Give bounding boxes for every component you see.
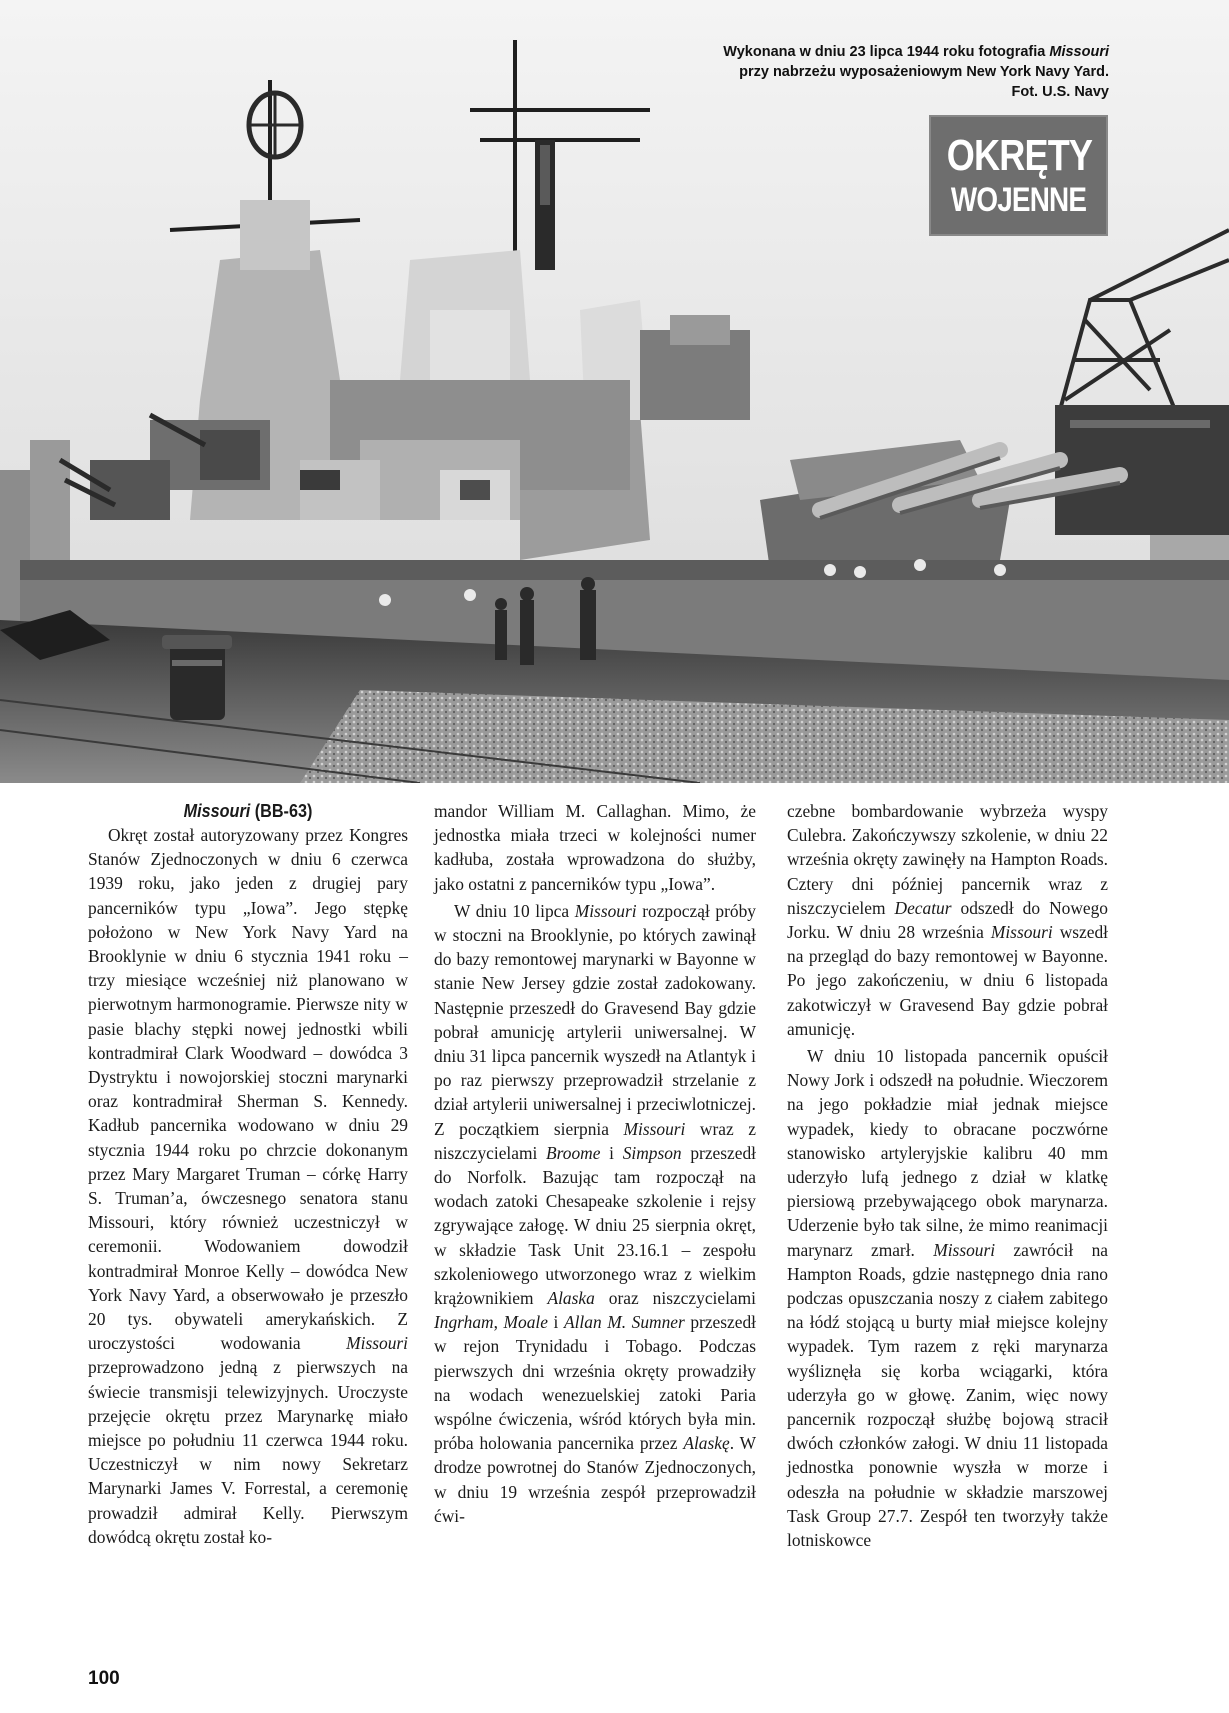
caption-credit: Fot. U.S. Navy	[1011, 84, 1109, 100]
paragraph: W dniu 10 lipca Missouri rozpoczął próby w stoczni na Brooklynie, po których zawinął do bazy remontowej marynarki w Bayonne w stanie New Jersey gdzie został zadokowany. Następnie przeszedł do Gravesend Bay gdzie pobrał amunicję artylerii uniwersalnej. W dniu 31 lipca pancernik wyszedł na Atlantyk i po raz pierwszy przeprowadził strzelanie z dział artylerii uniwersalnej i przeciwlotniczej. Z początkiem sierpnia Missouri wraz z niszczycielami Broome i Simpson przeszedł do Norfolk. Bazując tam rozpoczął na wodach zatoki Chesapeake szkolenie i rejsy zgrywające załogę. W dniu 25 sierpnia okręt, w składzie Task Unit 23.16.1 – zespołu szkoleniowego utworzonego wraz z wielkim krążownikiem Alaska oraz niszczycielami Ingrham, Moale i Allan M. Sumner przeszedł w rejon Trynidadu i Tobago. Podczas pierwszych dni września okręty prowadziły na wodach wenezuelskiej zatoki Paria wspólne ćwiczenia, wśród których była min. próba holowania pancernika przez Alaskę. W drodze powrotnej do Stanów Zjednoczonych, w dniu 19 września zespół przeprowadził ćwi-	[434, 900, 756, 1526]
paragraph: czebne bombardowanie wybrzeża wyspy Culebra. Zakończywszy szkolenie, w dniu 22 września okręty zawinęły na Hampton Roads. Cztery dni później pancernik wraz z niszczycielem Decatur odszedł do Nowego Jorku. W dniu 28 września Missouri wszedł na przegląd do bazy remontowej w Bayonne. Po jego zakończeniu, w dniu 6 listopada zakotwiczył w Gravesend Bay gdzie pobrał amunicję.	[787, 801, 1108, 1039]
photo-caption	[589, 42, 1109, 102]
caption-line-2: przy nabrzeżu wyposażeniowym New York Navy Yard.	[739, 64, 1109, 80]
paragraph: mandor William M. Callaghan. Mimo, że jednostka miała trzeci w kolejności numer kadłuba, została wprowadzona do służby, jako ostatni z pancerników typu „Iowa”.	[434, 801, 756, 894]
paragraph: W dniu 10 listopada pancernik opuścił Nowy Jork i odszedł na południe. Wieczorem na jego pokładzie miał jednak miejsce wypadek, kiedy to obracane poczwórne stanowisko artyleryjskie kalibru 40 mm uderzyło lufą jednego z dział w klatkę piersiową przebywającego obok marynarza. Uderzenie było tak silne, że mimo reanimacji marynarz zmarł. Missouri zawrócił na Hampton Roads, gdzie następnego dnia rano podczas opuszczania noszy z ciałem zabitego na łódź stojącą u burty miał miejsce kolejny wypadek. Tym razem z ręki marynarza wyśliznęła się korba wciągarki, która uderzyła go w głowę. Zanim, więc nowy pancernik rozpoczął służbę bojową stracił dwóch członków załogi. W dniu 11 listopada jednostka ponownie wyszła w morze i odeszła na południe w składzie marszowej Task Group 27.7. Zespół ten tworzyły także lotniskowce	[787, 1046, 1108, 1551]
text-column-2	[434, 799, 756, 1531]
page-number: 100	[88, 1668, 120, 1689]
text-column-3	[787, 799, 1108, 1555]
battleship-photo	[0, 0, 1229, 783]
article-heading: Missouri (BB-63)	[183, 801, 313, 821]
logo-line-1: OKRĘTY	[946, 131, 1093, 180]
caption-line-1: Wykonana w dniu 23 lipca 1944 roku fotografia Missouri	[723, 44, 1109, 60]
logo-line-2: WOJENNE	[950, 181, 1087, 219]
paragraph: Okręt został autoryzowany przez Kongres Stanów Zjednoczonych w dniu 6 czerwca 1939 roku, jako jeden z drugiej pary pancerników typu „Iowa”. Jego stępkę położono w New York Navy Yard na Brooklynie w dniu 6 stycznia 1941 roku – trzy miesiące wcześniej niż planowano w pierwotnym harmonogramie. Pierwsze nity w pasie blachy stępki nowej jednostki wbili kontradmirał Clark Woodward – dowódca 3 Dystryktu i nowojorskiej stoczni marynarki oraz kontradmirał Sherman S. Kennedy. Kadłub pancernika wodowano w dniu 29 stycznia 1944 roku po chrzcie dokonanym przez Mary Margaret Truman – córkę Harry S. Truman’a, ówczesnego senatora stanu Missouri, który również uczestniczył w ceremonii. Wodowaniem dowodził kontradmirał Monroe Kelly – dowódca New York Navy Yard, a obserwowało je przeszło 20 tys. obywateli amerykańskich. Z uroczystości wodowania Missouri przeprowadzono jedną z pierwszych na świecie transmisji telewizyjnych. Uroczyste przejęcie okrętu przez Marynarkę miało miejsce po południu 11 czerwca 1944 roku. Uczestniczył w nim nowy Sekretarz Marynarki James V. Forrestal, a ceremonię prowadził admirał Kelly. Pierwszym dowódcą okrętu został ko-	[88, 825, 408, 1547]
text-column-1	[88, 799, 408, 1552]
magazine-logo	[929, 115, 1108, 236]
